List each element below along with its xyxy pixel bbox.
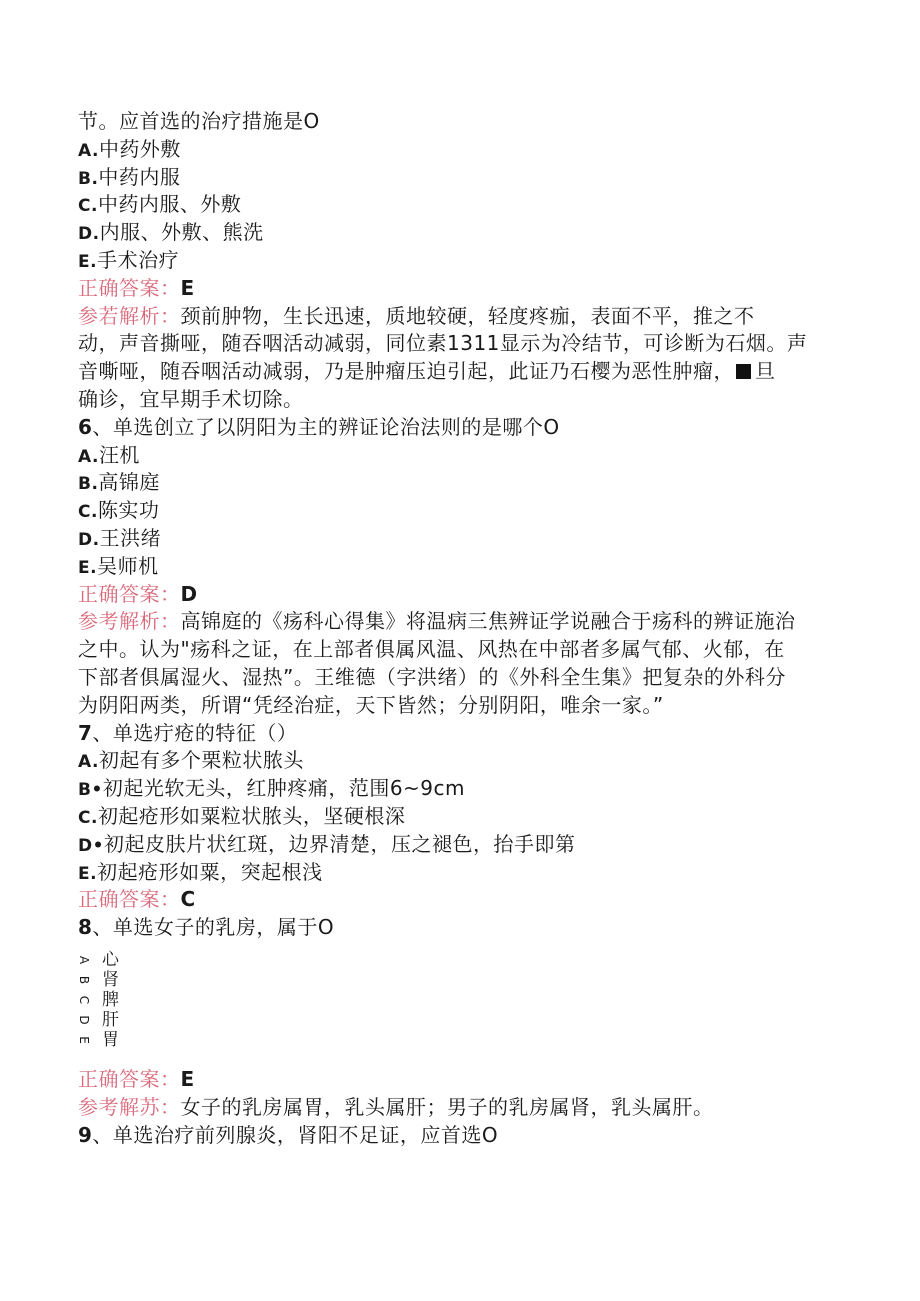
option-a: A.初起有多个栗粒状脓头 — [78, 748, 304, 773]
option-marker: A — [77, 955, 91, 965]
option-c: C.陈实功 — [78, 498, 160, 523]
answer-line: 正确答案：D — [78, 581, 198, 606]
option-e: E.手术治疗 — [78, 247, 180, 272]
option-marker: C — [77, 995, 91, 1005]
option-markers — [78, 950, 94, 1050]
option-b: B•初起光软无头，红肿疼痛，范围6~9cm — [78, 776, 466, 801]
option-list — [102, 950, 119, 1050]
option-marker: D — [77, 1015, 91, 1025]
option-d: D•初起皮肤片状红斑，边界清楚，压之褪色，抬手即第 — [78, 831, 576, 856]
analysis-line: 确诊，宜早期手术切除。 — [78, 386, 304, 411]
option-c: C.初起疮形如粟粒状脓头，坚硬根深 — [78, 803, 406, 828]
answer-line: 正确答案：E — [78, 1066, 195, 1091]
question-stem: 9、单选治疗前列腺炎，肾阳不足证，应首选O — [78, 1122, 499, 1147]
option-item: 肝 — [102, 1009, 119, 1030]
option-a: A.中药外敷 — [78, 136, 181, 161]
option-c: C.中药内服、外敷 — [78, 192, 242, 217]
option-b: B.中药内服 — [78, 164, 181, 189]
question-stem: 6、单选创立了以阴阳为主的辨证论治法则的是哪个O — [78, 414, 560, 439]
option-e: E.初起疮形如粟，突起根浅 — [78, 859, 323, 884]
black-square-mark — [736, 364, 751, 379]
option-item: 胃 — [102, 1029, 119, 1050]
question-stem: 节。应首选的治疗措施是O — [78, 109, 320, 133]
option-e: E.吴师机 — [78, 553, 159, 578]
question-stem: 7、单选疔疮的特征（） — [78, 720, 298, 745]
analysis-line: 参若解析：颈前肿物，生长迅速，质地较硬，轻度疼痂，表面不平，推之不 — [78, 303, 755, 328]
option-marker: B — [77, 975, 91, 985]
option-marker: E — [77, 1036, 91, 1044]
option-a: A.汪机 — [78, 442, 140, 467]
compressed-options — [78, 950, 858, 1060]
answer-line: 正确答案：C — [78, 887, 196, 912]
option-item: 脾 — [102, 989, 119, 1010]
analysis-line: 动，声音撕哑，随吞咽活动减弱，同位素1311显示为冷结节，可诊断为石烟。声 — [78, 331, 808, 356]
analysis-line: 音嘶哑，随吞咽活动减弱，乃是肿瘤压迫引起，此证乃石樱为恶性肿瘤， 旦 — [78, 359, 776, 384]
analysis-line: 参考解苏：女子的乳房属胃，乳头属肝；男子的乳房属肾，乳头属肝。 — [78, 1094, 714, 1119]
exam-page — [78, 108, 858, 1149]
analysis-line: 下部者俱属湿火、湿热”。王维德（字洪绪）的《外科全生集》把复杂的外科分 — [78, 664, 786, 689]
answer-line: 正确答案：E — [78, 275, 195, 300]
analysis-line: 之中。认为"疡科之证，在上部者俱属风温、风热在中部者多属气郁、火郁，在 — [78, 637, 785, 662]
option-d: D.王洪绪 — [78, 525, 162, 550]
analysis-line: 为阴阳两类，所谓“凭经治症，天下皆然；分别阴阳，唯余一家。” — [78, 692, 664, 717]
option-d: D.内服、外敷、熊洗 — [78, 220, 264, 245]
question-stem: 8、单选女子的乳房，属于O — [78, 915, 335, 940]
option-b: B.高锦庭 — [78, 470, 160, 495]
option-item: 心 — [102, 949, 119, 970]
option-item: 肾 — [102, 969, 119, 990]
analysis-line: 参考解析：高锦庭的《疡科心得集》将温病三焦辨证学说融合于疡科的辨证施治 — [78, 609, 796, 634]
